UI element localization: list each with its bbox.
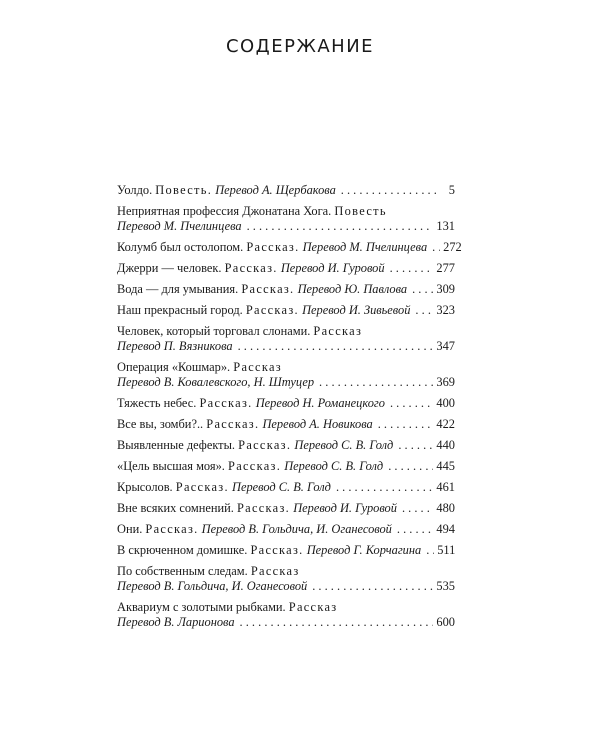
work-title: Наш прекрасный город. bbox=[117, 303, 243, 317]
work-genre: Рассказ. bbox=[199, 396, 253, 410]
work-genre: Рассказ. bbox=[236, 501, 291, 515]
toc-entry bbox=[117, 543, 455, 558]
toc-entry bbox=[117, 261, 455, 276]
work-title: Вода — для умывания. bbox=[117, 282, 239, 296]
dot-leader bbox=[341, 183, 436, 198]
dot-leader bbox=[238, 339, 434, 354]
work-translator: Перевод В. Ковалевского, Н. Штуцер bbox=[117, 375, 315, 389]
work-translator: Перевод Г. Корчагина bbox=[306, 543, 422, 557]
dot-leader bbox=[378, 417, 434, 432]
toc-entry bbox=[117, 282, 455, 297]
toc-entry bbox=[117, 303, 455, 318]
toc-entry bbox=[117, 204, 455, 234]
work-title: Неприятная профессия Джонатана Хога. bbox=[117, 204, 332, 218]
dot-leader bbox=[398, 438, 433, 453]
work-title: Все вы, зомби?.. bbox=[117, 417, 204, 431]
work-genre: Рассказ. bbox=[241, 282, 295, 296]
work-genre: Повесть bbox=[334, 204, 387, 218]
work-translator: Перевод В. Ларионова bbox=[117, 615, 235, 629]
work-translator: Перевод И. Гуровой bbox=[293, 501, 397, 515]
dot-leader bbox=[336, 480, 433, 495]
page-number: 445 bbox=[436, 459, 455, 473]
page-number: 272 bbox=[443, 240, 462, 254]
toc-entry bbox=[117, 501, 455, 516]
page-number: 440 bbox=[436, 438, 455, 452]
toc-entry bbox=[117, 240, 462, 255]
toc-entry bbox=[117, 480, 455, 495]
page-title: СОДЕРЖАНИЕ bbox=[225, 36, 375, 57]
work-title: Джерри — человек. bbox=[117, 261, 222, 275]
work-translator: Перевод С. В. Голд bbox=[294, 438, 394, 452]
toc-entry bbox=[117, 459, 455, 474]
work-title: Человек, который торговал слонами. bbox=[117, 324, 311, 338]
work-genre: Рассказ bbox=[313, 324, 363, 338]
page-number: 347 bbox=[436, 339, 455, 353]
work-genre: Рассказ. bbox=[238, 438, 292, 452]
page-number: 511 bbox=[437, 543, 456, 557]
work-translator: Перевод В. Гольдича, И. Оганесовой bbox=[201, 522, 392, 536]
toc-entry bbox=[117, 600, 455, 630]
work-translator: Перевод А. Новикова bbox=[262, 417, 373, 431]
page-number: 480 bbox=[436, 501, 455, 515]
page-number: 400 bbox=[436, 396, 455, 410]
page-number: 323 bbox=[436, 303, 455, 317]
toc-entry bbox=[117, 564, 455, 594]
work-title: «Цель высшая моя». bbox=[117, 459, 225, 473]
work-genre: Повесть. bbox=[155, 183, 213, 197]
toc-entry bbox=[117, 417, 455, 432]
dot-leader bbox=[390, 261, 434, 276]
dot-leader bbox=[397, 522, 434, 537]
work-translator: Перевод П. Вязникова bbox=[117, 339, 233, 353]
dot-leader bbox=[247, 219, 434, 234]
work-genre: Рассказ. bbox=[175, 480, 229, 494]
work-title: Операция «Кошмар». bbox=[117, 360, 231, 374]
toc-entry bbox=[117, 360, 455, 390]
toc-entry bbox=[117, 396, 455, 411]
dot-leader bbox=[240, 615, 434, 630]
work-translator: Перевод М. Пчелинцева bbox=[302, 240, 428, 254]
work-genre: Рассказ bbox=[288, 600, 338, 614]
dot-leader bbox=[390, 396, 433, 411]
page-number: 131 bbox=[436, 219, 455, 233]
page-number: 369 bbox=[436, 375, 455, 389]
dot-leader bbox=[388, 459, 433, 474]
toc-entry bbox=[117, 438, 455, 453]
toc-entry bbox=[117, 324, 455, 354]
work-translator: Перевод И. Зивьевой bbox=[302, 303, 411, 317]
page-number: 5 bbox=[448, 183, 455, 197]
page-number: 422 bbox=[436, 417, 455, 431]
work-translator: Перевод В. Гольдича, И. Оганесовой bbox=[117, 579, 308, 593]
dot-leader bbox=[402, 501, 433, 516]
page-number: 600 bbox=[436, 615, 455, 629]
page-number: 535 bbox=[436, 579, 455, 593]
work-title: Колумб был остолопом. bbox=[117, 240, 244, 254]
page-number: 277 bbox=[436, 261, 455, 275]
work-genre: Рассказ. bbox=[246, 240, 300, 254]
work-title: Тяжесть небес. bbox=[117, 396, 197, 410]
dot-leader bbox=[426, 543, 434, 558]
work-translator: Перевод Н. Романецкого bbox=[255, 396, 385, 410]
work-title: Они. bbox=[117, 522, 143, 536]
work-title: По собственным следам. bbox=[117, 564, 248, 578]
work-translator: Перевод М. Пчелинцева bbox=[117, 219, 242, 233]
work-title: Аквариум с золотыми рыбками. bbox=[117, 600, 286, 614]
toc-entry bbox=[117, 183, 455, 198]
dot-leader bbox=[312, 579, 433, 594]
work-genre: Рассказ bbox=[233, 360, 282, 374]
work-genre: Рассказ. bbox=[228, 459, 282, 473]
work-title: В скрюченном домишке. bbox=[117, 543, 248, 557]
work-translator: Перевод С. В. Голд bbox=[284, 459, 384, 473]
work-genre: Рассказ. bbox=[245, 303, 299, 317]
work-title: Крысолов. bbox=[117, 480, 173, 494]
work-genre: Рассказ. bbox=[224, 261, 278, 275]
dot-leader bbox=[432, 240, 440, 255]
work-translator: Перевод И. Гуровой bbox=[280, 261, 385, 275]
dot-leader bbox=[319, 375, 433, 390]
work-title: Вне всяких сомнений. bbox=[117, 501, 234, 515]
work-genre: Рассказ. bbox=[206, 417, 260, 431]
work-title: Уолдо. bbox=[117, 183, 153, 197]
work-genre: Рассказ bbox=[250, 564, 300, 578]
work-genre: Рассказ. bbox=[145, 522, 199, 536]
toc-entry bbox=[117, 522, 455, 537]
work-genre: Рассказ. bbox=[250, 543, 304, 557]
page-number: 309 bbox=[436, 282, 455, 296]
page-number: 461 bbox=[436, 480, 455, 494]
work-translator: Перевод С. В. Голд bbox=[232, 480, 331, 494]
dot-leader bbox=[415, 303, 433, 318]
work-translator: Перевод А. Щербакова bbox=[215, 183, 336, 197]
dot-leader bbox=[412, 282, 433, 297]
work-translator: Перевод Ю. Павлова bbox=[297, 282, 408, 296]
work-title: Выявленные дефекты. bbox=[117, 438, 236, 452]
page-number: 494 bbox=[436, 522, 455, 536]
table-of-contents bbox=[117, 183, 462, 636]
